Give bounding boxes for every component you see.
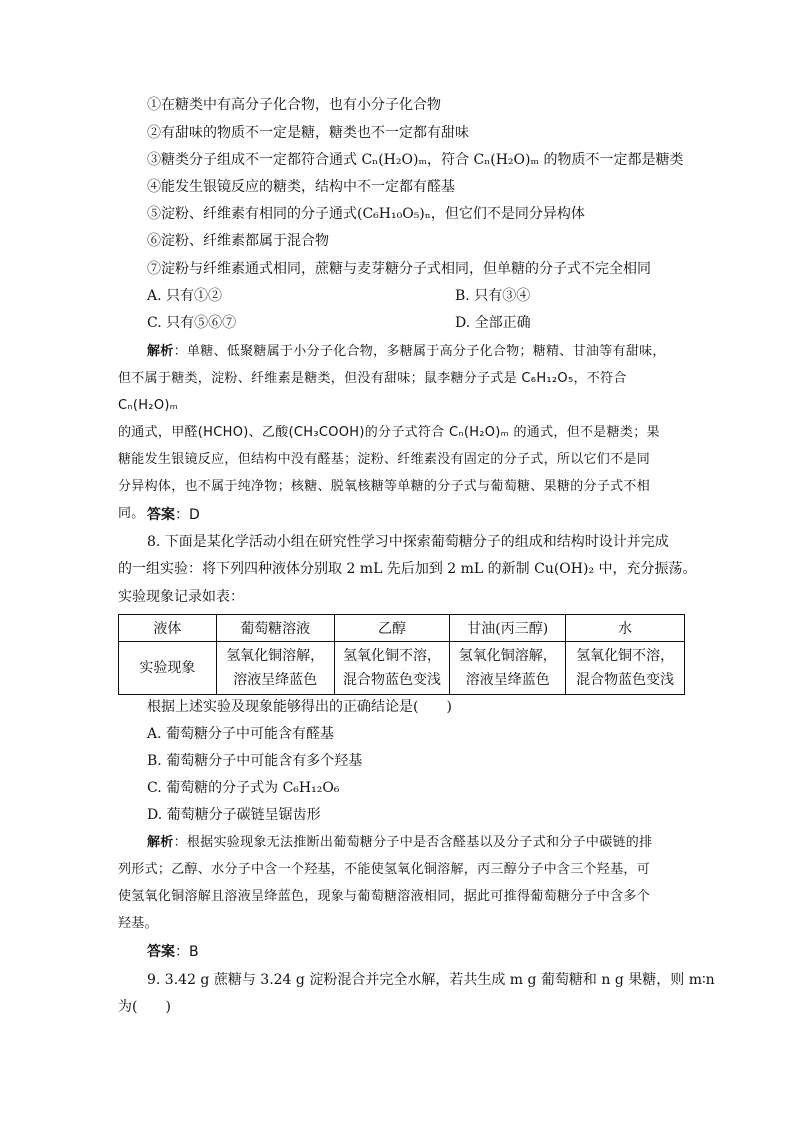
q7-option-a: A. 只有①② bbox=[147, 288, 223, 304]
q7-option-d: D. 全部正确 bbox=[455, 315, 531, 331]
q8-explanation-line-4: 羟基。 bbox=[118, 916, 158, 931]
table-cell: 氢氧化铜溶解， 溶液呈绛蓝色 bbox=[450, 642, 566, 695]
q8-explanation bbox=[118, 829, 678, 937]
q7-explanation-line-3: 的通式，甲醛(HCHO)、乙酸(CH₃COOH)的分子式符合 Cₙ(H₂O)ₘ 的通式，但不是糖类；果 bbox=[118, 425, 660, 440]
table-row bbox=[119, 642, 685, 695]
statement-5: ⑤淀粉、纤维素有相同的分子通式(C₆H₁₀O₅)ₙ，但它们不是同分异构体 bbox=[147, 206, 585, 222]
q8-option-d: D. 葡萄糖分子碳链呈锯齿形 bbox=[147, 807, 321, 823]
table-cell: 氢氧化铜溶解， 溶液呈绛蓝色 bbox=[216, 642, 334, 695]
table-header-cell: 乙醇 bbox=[334, 615, 450, 642]
table-header-cell: 甘油(丙三醇) bbox=[450, 615, 566, 642]
q7-option-c: C. 只有⑤⑥⑦ bbox=[147, 315, 237, 331]
table-header-cell: 液体 bbox=[119, 615, 217, 642]
q7-answer bbox=[147, 506, 200, 524]
table-header-cell: 葡萄糖溶液 bbox=[216, 615, 334, 642]
statement-2: ②有甜味的物质不一定是糖，糖类也不一定都有甜味 bbox=[147, 125, 469, 141]
explanation-label: 解析 bbox=[147, 835, 174, 850]
q8-explanation-line-1: 解析：根据实验现象无法推断出葡萄糖分子中是否含醛基以及分子式和分子中碳链的排 bbox=[147, 835, 653, 850]
statement-4: ④能发生银镜反应的糖类，结构中不一定都有醛基 bbox=[147, 179, 455, 195]
experiment-table bbox=[118, 614, 685, 695]
q7-explanation-line-6: 同。 bbox=[118, 506, 145, 521]
q7-explanation-line-2: 但不属于糖类，淀粉、纤维素是糖类，但没有甜味；鼠李糖分子式是 C₆H₁₂O₅，不符合 Cₙ(H₂O)ₘ bbox=[118, 371, 627, 413]
q8-stem-line-1: 8. 下面是某化学活动小组在研究性学习中探索葡萄糖分子的组成和结构时设计并完成 bbox=[147, 534, 669, 550]
q7-option-b: B. 只有③④ bbox=[455, 288, 531, 304]
table-header-row bbox=[119, 615, 685, 642]
q8-option-a: A. 葡萄糖分子中可能含有醛基 bbox=[147, 726, 335, 742]
q9-stem-line-1: 9. 3.42 g 蔗糖与 3.24 g 淀粉混合并完全水解，若共生成 m g 葡萄糖和 n g 果糖，则 m∶n bbox=[147, 972, 715, 988]
q8-question: 根据上述实验及现象能够得出的正确结论是( ) bbox=[147, 699, 452, 715]
q7-explanation-line-1: 解析：单糖、低聚糖属于小分子化合物，多糖属于高分子化合物；糖精、甘油等有甜味， bbox=[147, 344, 666, 359]
statement-1: ①在糖类中有高分子化合物，也有小分子化合物 bbox=[147, 97, 441, 113]
q7-explanation bbox=[118, 338, 678, 527]
statement-7: ⑦淀粉与纤维素通式相同，蔗糖与麦芽糖分子式相同，但单糖的分子式不完全相同 bbox=[147, 261, 651, 277]
answer-label: 答案 bbox=[147, 507, 175, 523]
q7-explanation-line-5: 分异构体，也不属于纯净物；核糖、脱氧核糖等单糖的分子式与葡萄糖、果糖的分子式不相 bbox=[118, 479, 651, 494]
explanation-label: 解析 bbox=[147, 344, 174, 359]
table-row-label: 实验现象 bbox=[119, 642, 217, 695]
statement-6: ⑥淀粉、纤维素都属于混合物 bbox=[147, 233, 329, 249]
table-cell: 氢氧化铜不溶， 混合物蓝色变浅 bbox=[334, 642, 450, 695]
q8-explanation-line-3: 使氢氧化铜溶解且溶液呈绛蓝色，现象与葡萄糖溶液相同，据此可推得葡萄糖分子中含多个 bbox=[118, 889, 651, 904]
answer-value: ：B bbox=[175, 944, 199, 960]
table-cell: 氢氧化铜不溶， 混合物蓝色变浅 bbox=[566, 642, 685, 695]
answer-value: ：D bbox=[175, 507, 200, 523]
q8-option-c: C. 葡萄糖的分子式为 C₆H₁₂O₆ bbox=[147, 780, 340, 796]
table-header-cell: 水 bbox=[566, 615, 685, 642]
q8-answer bbox=[147, 943, 199, 961]
q8-stem-line-3: 实验现象记录如表： bbox=[118, 589, 244, 605]
q9-stem-line-2: 为( ) bbox=[118, 999, 171, 1015]
answer-label: 答案 bbox=[147, 944, 175, 960]
q7-explanation-line-4: 糖能发生银镜反应，但结构中没有醛基；淀粉、纤维素没有固定的分子式，所以它们不是同 bbox=[118, 452, 651, 467]
q8-stem-line-2: 的一组实验：将下列四种液体分别取 2 mL 先后加到 2 mL 的新制 Cu(OH)₂ 中，充分振荡。 bbox=[118, 561, 697, 577]
statement-3: ③糖类分子组成不一定都符合通式 Cₙ(H₂O)ₘ，符合 Cₙ(H₂O)ₘ 的物质不一定都是糖类 bbox=[147, 152, 684, 168]
q8-option-b: B. 葡萄糖分子中可能含有多个羟基 bbox=[147, 753, 363, 769]
q8-explanation-line-2: 列形式；乙醇、水分子中含一个羟基，不能使氢氧化铜溶解，丙三醇分子中含三个羟基，可 bbox=[118, 862, 651, 877]
